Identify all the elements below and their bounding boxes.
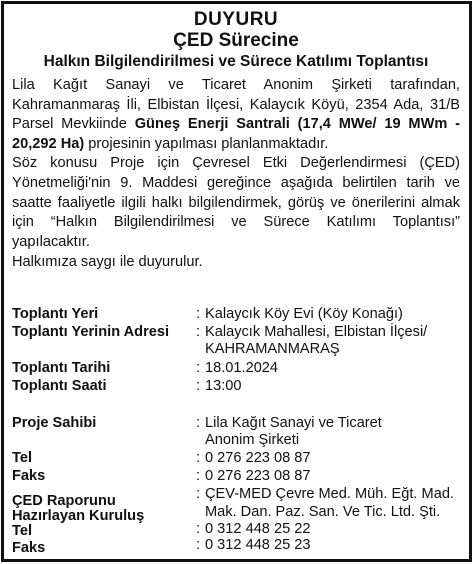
colon: : (196, 450, 201, 466)
owner-fax-value: 0 276 223 08 87 (205, 468, 311, 484)
owner-tel-label: Tel (12, 450, 33, 466)
project-text-end: projesinin yapılması planlanmaktadır. (84, 135, 329, 152)
owner-value-line2: Anonim Şirketi (205, 432, 300, 448)
colon: : (196, 521, 201, 537)
closing-sentence: Halkımıza saygı ile duyurulur. (12, 254, 203, 271)
ced-tel-label: Tel (12, 523, 33, 539)
announcement-title: DUYURU (193, 9, 279, 30)
ced-fax-value: 0 312 448 25 23 (205, 537, 311, 553)
owner-fax-label: Faks (12, 468, 46, 484)
time-value: 13:00 (205, 378, 242, 394)
meeting-name: Halkın Bilgilendirilmesi ve Sürece Katılımı Toplantısı (43, 53, 429, 70)
colon: : (196, 324, 201, 340)
project-text-start: Lila Kağıt Sanayi ve Ticaret Anonim Şirketi tarafından, Kahramanmaraş İli, Elbistan İlçesi, Kalaycık Köyü, 2354 Ada, 31/B Parsel Mevkiinde (12, 77, 460, 133)
colon: : (196, 360, 201, 376)
owner-label: Proje Sahibi (12, 415, 97, 431)
project-name-bold: Güneş Enerji Santrali (17,4 MWe/ 19 MWm - 20,292 Ha) (12, 116, 460, 152)
colon: : (196, 537, 201, 553)
details-section (12, 4, 460, 564)
ced-fax-label: Faks (12, 540, 46, 556)
ced-label-line1: ÇED Raporunu (12, 493, 116, 509)
address-label: Toplantı Yerinin Adresi (12, 324, 170, 340)
ced-value-line1: ÇEV-MED Çevre Med. Müh. Eğt. Mad. (205, 486, 454, 502)
colon: : (196, 306, 201, 322)
colon: : (196, 468, 201, 484)
announcement-subtitle: ÇED Sürecine (173, 30, 299, 51)
ced-value-line2: Mak. Dan. Paz. San. Ve Tic. Ltd. Şti. (205, 504, 441, 520)
owner-tel-value: 0 276 223 08 87 (205, 450, 311, 466)
place-label: Toplantı Yeri (12, 306, 99, 322)
announcement-frame (1, 1, 472, 562)
address-value-line1: Kalaycık Mahallesi, Elbistan İlçesi/ (205, 324, 428, 340)
time-label: Toplantı Saati (12, 378, 107, 394)
regulation-paragraph: Söz konusu Proje için Çevresel Etki Değerlendirmesi (ÇED) Yönetmeliği'nin 9. Maddesi gereğince aşağıda belirtilen tarih ve saatte faaliyetle ilgili halkı bilgilendirmek, görüş ve önerilerini almak için “Halkın Bilgilendirilmesi ve Sürece Katılımı Toplantısı” yapılacaktır. (12, 155, 460, 250)
colon: : (196, 486, 201, 502)
ced-label-line2: Hazırlayan Kuruluş (12, 508, 145, 524)
colon: : (196, 415, 201, 431)
place-value: Kalaycık Köy Evi (Köy Konağı) (205, 306, 403, 322)
address-value-line2: KAHRAMANMARAŞ (205, 341, 340, 357)
colon: : (196, 378, 201, 394)
ced-tel-value: 0 312 448 25 22 (205, 521, 311, 537)
owner-value-line1: Lila Kağıt Sanayi ve Ticaret (205, 415, 382, 431)
date-value: 18.01.2024 (205, 360, 279, 376)
date-label: Toplantı Tarihi (12, 360, 111, 376)
